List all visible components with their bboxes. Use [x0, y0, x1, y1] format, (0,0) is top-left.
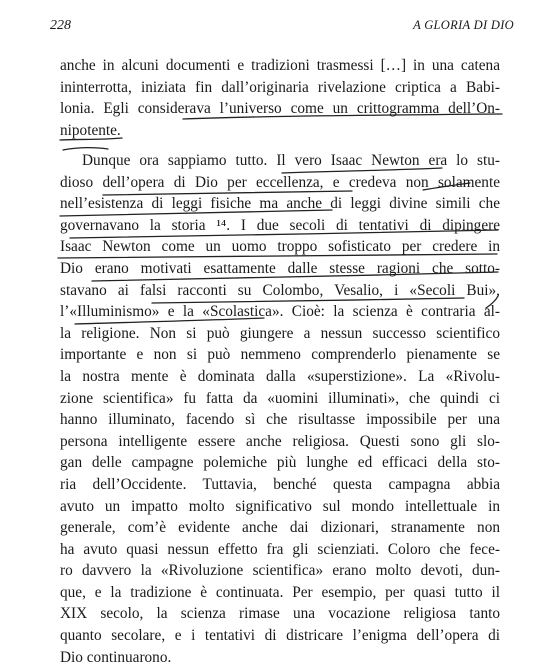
text-line: lonia. Egli considerava l’universo come un crittogramma dell’On- — [60, 100, 500, 118]
text-line: dioso dell’opera di Dio per eccellenza, e credeva non solamente — [60, 173, 500, 191]
text-line: quanto secolare, e i tentativi di districare l’enigma dell’opera di — [60, 627, 500, 645]
page-number: 228 — [50, 18, 71, 33]
text-line: anche in alcuni documenti e tradizioni trasmessi […] in una catena — [60, 57, 500, 74]
text-line: l’«Illuminismo» e la «Scolastica». Cioè: la scienza è contraria al- — [60, 303, 500, 321]
text-line: XIX secolo, la scienza rimase una vocazione religiosa tanto — [60, 605, 500, 623]
text-line: stavano ai falsi racconti su Colombo, Vesalio, i «Secoli Bui», — [60, 281, 500, 299]
text-line: la religione. Non si può giungere a nessun successo scientifico — [60, 324, 500, 342]
text-line: persona intelligente essere anche religiosa. Questi sono gli slo- — [60, 432, 500, 450]
text-line: que, e la tradizione è continuata. Per esempio, per quasi tutto il — [60, 583, 500, 601]
text-line: zione scientifica» fu fatta da «uomini illuminati», che quindi ci — [60, 389, 500, 407]
text-line: nipotente. — [60, 121, 121, 139]
text-line: ininterrotta, iniziata fin dall’originaria rivelazione criptica a Babi- — [60, 78, 500, 96]
running-title: A GLORIA DI DIO — [413, 18, 514, 32]
text-line: avuto un impatto molto significativo sul mondo intellettuale in — [60, 497, 500, 515]
text-line: ha avuto quasi nessun effetto fra gli scienziati. Coloro che fece- — [60, 540, 500, 558]
text-line: generale, com’è evidente anche dai dizionari, stranamente non — [60, 519, 500, 537]
text-line: governavano la storia ¹⁴. I due secoli di tentativi di dipingere — [60, 216, 500, 234]
text-line: gan delle campagne polemiche più lunghe ed efficaci della sto- — [60, 454, 500, 472]
text-line: Dunque ora sappiamo tutto. Il vero Isaac Newton era lo stu- — [82, 152, 500, 169]
paragraph-1 — [60, 55, 500, 141]
text-line: ria dell’Occidente. Tuttavia, benché questa campagna abbia — [60, 475, 500, 493]
paragraph-2 — [60, 150, 500, 668]
text-line: nell’esistenza di leggi fisiche ma anche di leggi divine simili che — [60, 195, 500, 213]
text-line: Dio erano motivati esattamente dalle stesse ragioni che sotto- — [60, 259, 500, 277]
page-header — [0, 0, 538, 40]
text-line: hanno illuminato, facendo sì che risultasse impossibile per una — [60, 411, 500, 429]
text-line: Isaac Newton come un uomo troppo sofisticato per credere in — [60, 238, 500, 256]
text-line: importante e non si può nemmeno comprenderlo pienamente se — [60, 346, 500, 364]
text-line: la nostra mente è dominata dalla «superstizione». La «Rivolu- — [60, 367, 500, 385]
text-line: ro davvero la «Rivoluzione scientifica» erano molto devoti, dun- — [60, 562, 500, 580]
text-line: Dio continuarono. — [60, 648, 172, 666]
